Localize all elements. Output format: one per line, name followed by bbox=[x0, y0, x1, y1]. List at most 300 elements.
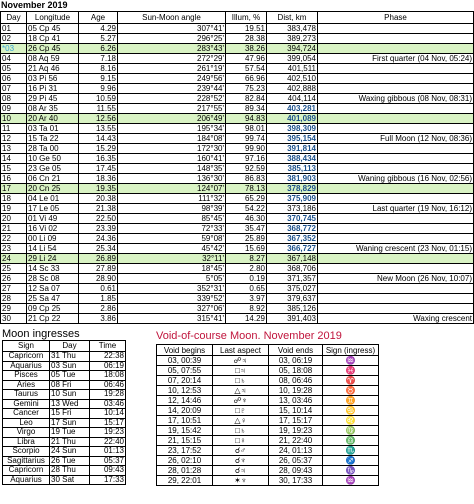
table-row bbox=[1, 244, 474, 254]
column-header: Sign bbox=[3, 341, 50, 352]
longitude-cell: 05 Cp 45 bbox=[27, 24, 79, 34]
sign-ingress-cell: ♊ bbox=[323, 396, 379, 406]
distance-cell: 399,054 bbox=[267, 54, 318, 64]
sun-moon-angle-cell: 283°43' bbox=[118, 44, 226, 54]
column-header: Time bbox=[90, 341, 126, 352]
longitude-cell: 00 Li 09 bbox=[27, 234, 79, 244]
table-row bbox=[1, 34, 474, 44]
sign-ingress-cell: ♒ bbox=[323, 356, 379, 366]
last-aspect-cell: ✶♆ bbox=[213, 476, 269, 486]
day-cell: 23 bbox=[1, 244, 27, 254]
void-ends-cell: 24, 01:13 bbox=[269, 446, 323, 456]
time-cell: 18:08 bbox=[90, 371, 126, 381]
time-cell: 17:33 bbox=[90, 475, 126, 485]
sun-moon-angle-cell: 217°55' bbox=[118, 104, 226, 114]
day-cell: 24 Sun bbox=[50, 447, 90, 457]
sign-ingress-cell: ♈ bbox=[323, 376, 379, 386]
last-aspect-cell: ☍♃ bbox=[213, 356, 269, 366]
sign-cell: Aquarius bbox=[3, 475, 50, 485]
illumination-cell: 14.29 bbox=[226, 314, 267, 324]
time-cell: 09:43 bbox=[90, 466, 126, 476]
illumination-cell: 47.96 bbox=[226, 54, 267, 64]
column-header: Day bbox=[50, 341, 90, 352]
distance-cell: 402,888 bbox=[267, 84, 318, 94]
time-cell: 03:46 bbox=[90, 399, 126, 409]
table-row bbox=[3, 361, 126, 371]
distance-cell: 383,478 bbox=[267, 24, 318, 34]
sun-moon-angle-cell: 239°44' bbox=[118, 84, 226, 94]
distance-cell: 401,511 bbox=[267, 64, 318, 74]
day-cell: 16 bbox=[1, 174, 27, 184]
column-header: Longitude bbox=[27, 12, 79, 24]
illumination-cell: 78.13 bbox=[226, 184, 267, 194]
longitude-cell: 03 Pi 56 bbox=[27, 74, 79, 84]
day-cell: 17 bbox=[1, 184, 27, 194]
age-cell: 23.39 bbox=[79, 224, 118, 234]
sign-ingress-cell: ♎ bbox=[323, 436, 379, 446]
distance-cell: 391,814 bbox=[267, 144, 318, 154]
phase-cell bbox=[318, 24, 474, 34]
sun-moon-angle-cell: 72°33' bbox=[118, 224, 226, 234]
age-cell: 24.36 bbox=[79, 234, 118, 244]
sun-moon-angle-cell: 136°30' bbox=[118, 174, 226, 184]
age-cell: 22.50 bbox=[79, 214, 118, 224]
column-header: Sign (ingress) bbox=[323, 345, 379, 356]
table-row bbox=[1, 24, 474, 34]
sun-moon-angle-cell: 98°39' bbox=[118, 204, 226, 214]
distance-cell: 367,352 bbox=[267, 234, 318, 244]
table-row bbox=[3, 447, 126, 457]
sign-cell: Cancer bbox=[3, 409, 50, 419]
longitude-cell: 23 Ge 05 bbox=[27, 164, 79, 174]
sign-cell: Libra bbox=[3, 437, 50, 447]
sign-ingress-cell: ♌ bbox=[323, 416, 379, 426]
table-row bbox=[3, 380, 126, 390]
sign-cell: Capricorn bbox=[3, 466, 50, 476]
day-cell: 26 Tue bbox=[50, 456, 90, 466]
table-row bbox=[1, 54, 474, 64]
longitude-cell: 28 Ta 00 bbox=[27, 144, 79, 154]
column-header: Day bbox=[1, 12, 27, 24]
sun-moon-angle-cell: 148°35' bbox=[118, 164, 226, 174]
age-cell: 6.26 bbox=[79, 44, 118, 54]
age-cell: 15.29 bbox=[79, 144, 118, 154]
day-cell: 28 bbox=[1, 294, 27, 304]
distance-cell: 368,772 bbox=[267, 224, 318, 234]
last-aspect-cell: □♄ bbox=[213, 426, 269, 436]
void-begins-cell: 19, 15:42 bbox=[157, 426, 213, 436]
age-cell: 5.27 bbox=[79, 34, 118, 44]
day-cell: 24 bbox=[1, 254, 27, 264]
phase-cell bbox=[318, 284, 474, 294]
last-aspect-cell: □♃ bbox=[213, 366, 269, 376]
table-row bbox=[1, 224, 474, 234]
time-cell: 06:19 bbox=[90, 361, 126, 371]
table-row bbox=[157, 436, 379, 446]
day-cell: 14 bbox=[1, 154, 27, 164]
sign-cell: Virgo bbox=[3, 428, 50, 438]
table-row bbox=[3, 456, 126, 466]
day-cell: 21 bbox=[1, 224, 27, 234]
illumination-cell: 97.16 bbox=[226, 154, 267, 164]
age-cell: 14.43 bbox=[79, 134, 118, 144]
day-cell: 13 bbox=[1, 144, 27, 154]
table-row bbox=[1, 94, 474, 104]
void-begins-cell: 07, 20:14 bbox=[157, 376, 213, 386]
age-cell: 20.38 bbox=[79, 194, 118, 204]
distance-cell: 385,126 bbox=[267, 304, 318, 314]
table-row bbox=[1, 174, 474, 184]
age-cell: 28.90 bbox=[79, 274, 118, 284]
age-cell: 26.89 bbox=[79, 254, 118, 264]
table-row bbox=[1, 154, 474, 164]
age-cell: 27.89 bbox=[79, 264, 118, 274]
phase-cell: Last quarter (19 Nov, 16:12) bbox=[318, 204, 474, 214]
table-row bbox=[3, 418, 126, 428]
table-row bbox=[157, 386, 379, 396]
table-row bbox=[3, 409, 126, 419]
time-cell: 01:13 bbox=[90, 447, 126, 457]
day-cell: 20 bbox=[1, 214, 27, 224]
void-begins-cell: 26, 02:10 bbox=[157, 456, 213, 466]
moon-phase-table bbox=[0, 11, 474, 324]
longitude-cell: 16 Vi 02 bbox=[27, 224, 79, 234]
illumination-cell: 54.22 bbox=[226, 204, 267, 214]
longitude-cell: 16 Pi 31 bbox=[27, 84, 79, 94]
table-row bbox=[3, 466, 126, 476]
last-aspect-cell: △♀ bbox=[213, 416, 269, 426]
sun-moon-angle-cell: 124°07' bbox=[118, 184, 226, 194]
table-row bbox=[3, 475, 126, 485]
sun-moon-angle-cell: 327°06' bbox=[118, 304, 226, 314]
age-cell: 25.34 bbox=[79, 244, 118, 254]
table-row bbox=[157, 406, 379, 416]
time-cell: 10:14 bbox=[90, 409, 126, 419]
phase-cell bbox=[318, 104, 474, 114]
table-row bbox=[1, 84, 474, 94]
sun-moon-angle-cell: 352°31' bbox=[118, 284, 226, 294]
longitude-cell: 29 Pi 45 bbox=[27, 94, 79, 104]
sun-moon-angle-cell: 249°56' bbox=[118, 74, 226, 84]
illumination-cell: 66.96 bbox=[226, 74, 267, 84]
sun-moon-angle-cell: 45°42' bbox=[118, 244, 226, 254]
day-cell: 15 Fri bbox=[50, 409, 90, 419]
table-row bbox=[1, 304, 474, 314]
illumination-cell: 19.51 bbox=[226, 24, 267, 34]
void-ends-cell: 10, 19:28 bbox=[269, 386, 323, 396]
illumination-cell: 25.89 bbox=[226, 234, 267, 244]
table-row bbox=[1, 284, 474, 294]
day-cell: 31 Thu bbox=[50, 352, 90, 362]
phase-cell bbox=[318, 44, 474, 54]
day-cell: *03 bbox=[1, 44, 27, 54]
day-cell: 13 Wed bbox=[50, 399, 90, 409]
last-aspect-cell: ☍♆ bbox=[213, 396, 269, 406]
day-cell: 06 bbox=[1, 74, 27, 84]
time-cell: 22:40 bbox=[90, 437, 126, 447]
day-cell: 17 Sun bbox=[50, 418, 90, 428]
longitude-cell: 12 Sa 07 bbox=[27, 284, 79, 294]
longitude-cell: 14 Li 54 bbox=[27, 244, 79, 254]
phase-cell bbox=[318, 164, 474, 174]
table-row bbox=[3, 352, 126, 362]
table-row bbox=[1, 64, 474, 74]
illumination-cell: 46.30 bbox=[226, 214, 267, 224]
longitude-cell: 15 Ta 22 bbox=[27, 134, 79, 144]
table-row bbox=[157, 426, 379, 436]
phase-cell: First quarter (04 Nov, 05:24) bbox=[318, 54, 474, 64]
longitude-cell: 17 Le 05 bbox=[27, 204, 79, 214]
illumination-cell: 98.01 bbox=[226, 124, 267, 134]
illumination-cell: 3.97 bbox=[226, 294, 267, 304]
distance-cell: 381,903 bbox=[267, 174, 318, 184]
sign-cell: Aquarius bbox=[3, 361, 50, 371]
illumination-cell: 8.27 bbox=[226, 254, 267, 264]
table-row bbox=[157, 356, 379, 366]
table-row bbox=[1, 164, 474, 174]
distance-cell: 371,357 bbox=[267, 274, 318, 284]
age-cell: 9.15 bbox=[79, 74, 118, 84]
longitude-cell: 28 Sc 08 bbox=[27, 274, 79, 284]
phase-cell bbox=[318, 194, 474, 204]
age-cell: 11.55 bbox=[79, 104, 118, 114]
sun-moon-angle-cell: 111°32' bbox=[118, 194, 226, 204]
distance-cell: 378,829 bbox=[267, 184, 318, 194]
void-ends-cell: 05, 18:08 bbox=[269, 366, 323, 376]
distance-cell: 395,154 bbox=[267, 134, 318, 144]
phase-cell bbox=[318, 294, 474, 304]
age-cell: 3.86 bbox=[79, 314, 118, 324]
sun-moon-angle-cell: 296°25' bbox=[118, 34, 226, 44]
sign-ingress-cell: ♉ bbox=[323, 386, 379, 396]
table-row bbox=[3, 371, 126, 381]
last-aspect-cell: □♇ bbox=[213, 406, 269, 416]
phase-cell bbox=[318, 124, 474, 134]
column-header: Void ends bbox=[269, 345, 323, 356]
table-row bbox=[1, 234, 474, 244]
longitude-cell: 09 Cp 25 bbox=[27, 304, 79, 314]
illumination-cell: 28.38 bbox=[226, 34, 267, 44]
last-aspect-cell: △♃ bbox=[213, 386, 269, 396]
column-header: Void begins bbox=[157, 345, 213, 356]
age-cell: 17.45 bbox=[79, 164, 118, 174]
sun-moon-angle-cell: 339°52' bbox=[118, 294, 226, 304]
distance-cell: 385,113 bbox=[267, 164, 318, 174]
page-title: November 2019 bbox=[1, 0, 68, 10]
longitude-cell: 08 Aq 59 bbox=[27, 54, 79, 64]
phase-cell bbox=[318, 214, 474, 224]
day-cell: 30 Sat bbox=[50, 475, 90, 485]
illumination-cell: 35.47 bbox=[226, 224, 267, 234]
moon-ingresses-table bbox=[2, 340, 126, 485]
void-ends-cell: 21, 22:40 bbox=[269, 436, 323, 446]
table-row bbox=[1, 194, 474, 204]
time-cell: 06:46 bbox=[90, 380, 126, 390]
table-row bbox=[157, 456, 379, 466]
age-cell: 16.35 bbox=[79, 154, 118, 164]
day-cell: 28 Thu bbox=[50, 466, 90, 476]
distance-cell: 391,403 bbox=[267, 314, 318, 324]
sun-moon-angle-cell: 184°08' bbox=[118, 134, 226, 144]
day-cell: 15 bbox=[1, 164, 27, 174]
distance-cell: 367,148 bbox=[267, 254, 318, 264]
void-begins-cell: 12, 14:46 bbox=[157, 396, 213, 406]
day-cell: 12 bbox=[1, 134, 27, 144]
distance-cell: 375,909 bbox=[267, 194, 318, 204]
longitude-cell: 10 Ge 50 bbox=[27, 154, 79, 164]
age-cell: 12.56 bbox=[79, 114, 118, 124]
column-header: Illum, % bbox=[226, 12, 267, 24]
illumination-cell: 92.59 bbox=[226, 164, 267, 174]
table-row bbox=[1, 44, 474, 54]
sun-moon-angle-cell: 307°41' bbox=[118, 24, 226, 34]
illumination-cell: 82.84 bbox=[226, 94, 267, 104]
sun-moon-angle-cell: 172°30' bbox=[118, 144, 226, 154]
longitude-cell: 21 Aq 46 bbox=[27, 64, 79, 74]
table-row bbox=[157, 446, 379, 456]
void-ends-cell: 08, 06:46 bbox=[269, 376, 323, 386]
day-cell: 04 bbox=[1, 54, 27, 64]
illumination-cell: 99.74 bbox=[226, 134, 267, 144]
day-cell: 18 bbox=[1, 194, 27, 204]
distance-cell: 394,724 bbox=[267, 44, 318, 54]
day-cell: 30 bbox=[1, 314, 27, 324]
distance-cell: 398,309 bbox=[267, 124, 318, 134]
time-cell: 19:23 bbox=[90, 428, 126, 438]
void-begins-cell: 23, 17:52 bbox=[157, 446, 213, 456]
void-of-course-table bbox=[156, 344, 379, 486]
table-row bbox=[1, 114, 474, 124]
sun-moon-angle-cell: 261°19' bbox=[118, 64, 226, 74]
table-row bbox=[1, 144, 474, 154]
table-row bbox=[157, 396, 379, 406]
day-cell: 09 bbox=[1, 104, 27, 114]
distance-cell: 379,637 bbox=[267, 294, 318, 304]
void-of-course-title: Void-of-course Moon. November 2019 bbox=[156, 330, 342, 342]
phase-cell bbox=[318, 74, 474, 84]
day-cell: 21 Thu bbox=[50, 437, 90, 447]
longitude-cell: 14 Sc 33 bbox=[27, 264, 79, 274]
longitude-cell: 20 Ar 40 bbox=[27, 114, 79, 124]
void-ends-cell: 19, 19:23 bbox=[269, 426, 323, 436]
illumination-cell: 89.34 bbox=[226, 104, 267, 114]
longitude-cell: 26 Cp 45 bbox=[27, 44, 79, 54]
time-cell: 05:37 bbox=[90, 456, 126, 466]
void-begins-cell: 05, 07:55 bbox=[157, 366, 213, 376]
sun-moon-angle-cell: 272°29' bbox=[118, 54, 226, 64]
void-begins-cell: 17, 10:51 bbox=[157, 416, 213, 426]
sign-cell: Capricorn bbox=[3, 352, 50, 362]
longitude-cell: 01 Vi 49 bbox=[27, 214, 79, 224]
age-cell: 9.96 bbox=[79, 84, 118, 94]
void-begins-cell: 28, 01:28 bbox=[157, 466, 213, 476]
sign-cell: Leo bbox=[3, 418, 50, 428]
void-begins-cell: 03, 00:39 bbox=[157, 356, 213, 366]
table-row bbox=[157, 416, 379, 426]
sign-ingress-cell: ♓ bbox=[323, 366, 379, 376]
last-aspect-cell: ☌♆ bbox=[213, 456, 269, 466]
illumination-cell: 65.29 bbox=[226, 194, 267, 204]
void-ends-cell: 13, 03:46 bbox=[269, 396, 323, 406]
phase-cell: Full Moon (12 Nov, 08:36) bbox=[318, 134, 474, 144]
day-cell: 10 bbox=[1, 114, 27, 124]
table-row bbox=[3, 390, 126, 400]
table-row bbox=[157, 366, 379, 376]
day-cell: 08 bbox=[1, 94, 27, 104]
distance-cell: 370,745 bbox=[267, 214, 318, 224]
sign-ingress-cell: ♋ bbox=[323, 406, 379, 416]
sign-cell: Aries bbox=[3, 380, 50, 390]
day-cell: 05 bbox=[1, 64, 27, 74]
longitude-cell: 08 Ar 35 bbox=[27, 104, 79, 114]
day-cell: 26 bbox=[1, 274, 27, 284]
illumination-cell: 57.54 bbox=[226, 64, 267, 74]
age-cell: 18.36 bbox=[79, 174, 118, 184]
distance-cell: 368,706 bbox=[267, 264, 318, 274]
sun-moon-angle-cell: 18°45' bbox=[118, 264, 226, 274]
void-ends-cell: 26, 05:37 bbox=[269, 456, 323, 466]
day-cell: 02 bbox=[1, 34, 27, 44]
sign-ingress-cell: ♍ bbox=[323, 426, 379, 436]
table-row bbox=[157, 466, 379, 476]
column-header: Dist, km bbox=[267, 12, 318, 24]
age-cell: 10.59 bbox=[79, 94, 118, 104]
illumination-cell: 94.83 bbox=[226, 114, 267, 124]
phase-cell: Waning gibbous (16 Nov, 02:56) bbox=[318, 174, 474, 184]
void-begins-cell: 21, 15:15 bbox=[157, 436, 213, 446]
table-row bbox=[1, 134, 474, 144]
distance-cell: 404,114 bbox=[267, 94, 318, 104]
longitude-cell: 06 Cn 21 bbox=[27, 174, 79, 184]
day-cell: 25 bbox=[1, 264, 27, 274]
table-row bbox=[1, 274, 474, 284]
void-ends-cell: 03, 06:19 bbox=[269, 356, 323, 366]
sign-ingress-cell: ♑ bbox=[323, 466, 379, 476]
phase-cell bbox=[318, 264, 474, 274]
phase-cell: Waxing gibbous (08 Nov, 08:31) bbox=[318, 94, 474, 104]
column-header: Age bbox=[79, 12, 118, 24]
illumination-cell: 8.92 bbox=[226, 304, 267, 314]
phase-cell bbox=[318, 84, 474, 94]
day-cell: 11 bbox=[1, 124, 27, 134]
distance-cell: 375,027 bbox=[267, 284, 318, 294]
table-row bbox=[1, 104, 474, 114]
phase-cell bbox=[318, 154, 474, 164]
table-row bbox=[1, 184, 474, 194]
day-cell: 07 bbox=[1, 84, 27, 94]
last-aspect-cell: □♀ bbox=[213, 436, 269, 446]
table-row bbox=[3, 437, 126, 447]
distance-cell: 402,510 bbox=[267, 74, 318, 84]
sun-moon-angle-cell: 315°41' bbox=[118, 314, 226, 324]
longitude-cell: 04 Le 01 bbox=[27, 194, 79, 204]
age-cell: 7.18 bbox=[79, 54, 118, 64]
longitude-cell: 25 Sa 47 bbox=[27, 294, 79, 304]
age-cell: 19.35 bbox=[79, 184, 118, 194]
phase-cell bbox=[318, 224, 474, 234]
age-cell: 4.29 bbox=[79, 24, 118, 34]
table-row bbox=[157, 476, 379, 486]
distance-cell: 403,281 bbox=[267, 104, 318, 114]
sun-moon-angle-cell: 228°52' bbox=[118, 94, 226, 104]
moon-ingresses-title: Moon ingresses bbox=[2, 328, 80, 340]
column-header: Phase bbox=[318, 12, 474, 24]
phase-cell bbox=[318, 64, 474, 74]
sign-cell: Pisces bbox=[3, 371, 50, 381]
void-begins-cell: 14, 20:09 bbox=[157, 406, 213, 416]
void-ends-cell: 15, 10:14 bbox=[269, 406, 323, 416]
illumination-cell: 15.69 bbox=[226, 244, 267, 254]
